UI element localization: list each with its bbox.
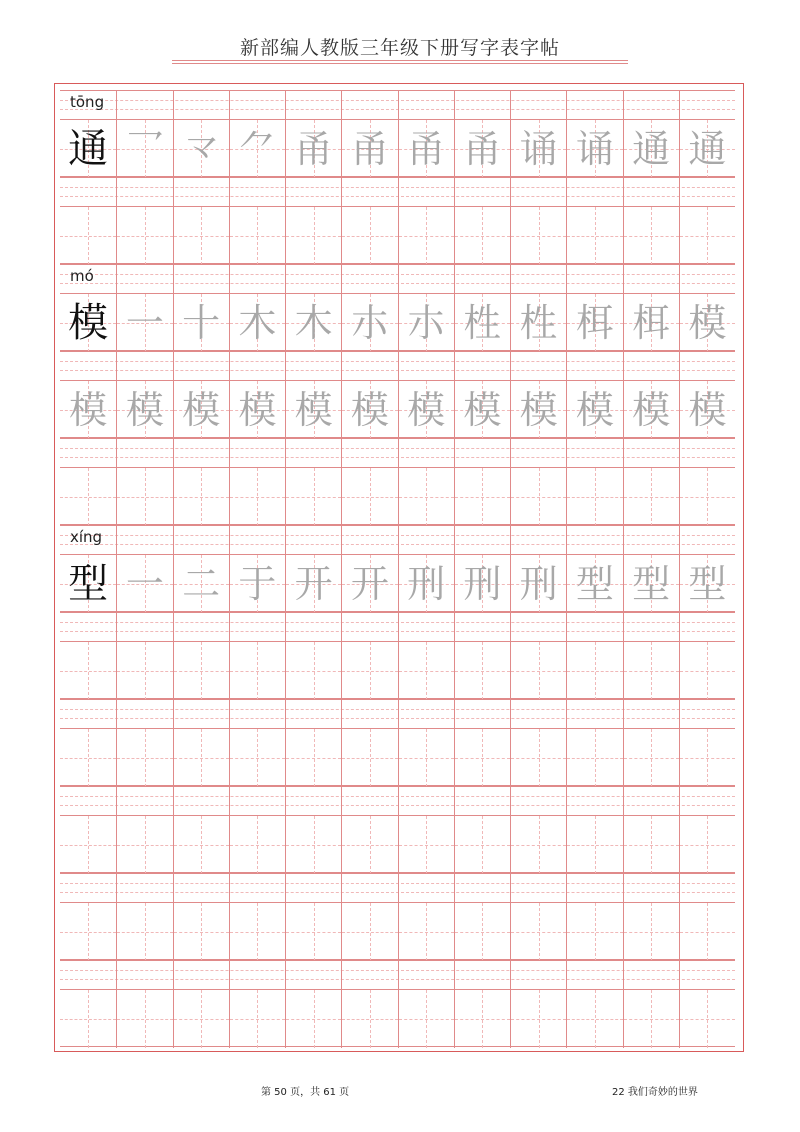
character-cell (454, 294, 510, 352)
blank-practice-cell (60, 903, 116, 961)
blank-practice-cell (60, 642, 116, 700)
character-row-3-blank (60, 815, 735, 873)
blank-practice-cell (173, 642, 229, 700)
stroke-trace-character: 模 (407, 388, 446, 432)
stroke-trace-character: 模 (69, 388, 108, 432)
stroke-trace-character: 模 (463, 388, 502, 432)
character-row-3-blank (60, 902, 735, 960)
stroke-trace-character: 诵 (575, 127, 614, 171)
blank-practice-cell (454, 729, 510, 787)
stroke-trace-character: 栮 (575, 301, 614, 345)
stroke-trace-character: 通 (632, 127, 671, 171)
blank-practice-cell (116, 729, 172, 787)
character-row-1-strokes (60, 119, 735, 177)
character-cell (60, 294, 116, 352)
character-cell (510, 381, 566, 439)
blank-practice-cell (229, 468, 285, 526)
blank-practice-cell (623, 729, 679, 787)
pinyin-band-3-blank (60, 873, 735, 902)
character-cell (229, 555, 285, 613)
pinyin-band-2 (60, 264, 735, 293)
blank-practice-cell (341, 729, 397, 787)
blank-practice-cell (679, 642, 735, 700)
character-cell (60, 381, 116, 439)
character-cell (60, 555, 116, 613)
character-cell (341, 381, 397, 439)
character-cell (679, 120, 735, 178)
pinyin-band-3 (60, 525, 735, 554)
page-number: 第 50 页，共 61 页 (261, 1087, 350, 1098)
character-cell (510, 294, 566, 352)
blank-practice-cell (285, 990, 341, 1048)
blank-practice-cell (566, 468, 622, 526)
blank-practice-cell (229, 642, 285, 700)
blank-practice-cell (341, 207, 397, 265)
character-cell (341, 555, 397, 613)
blank-practice-cell (623, 642, 679, 700)
blank-practice-cell (285, 207, 341, 265)
character-cell (454, 381, 510, 439)
model-character: 通 (68, 126, 109, 172)
character-cell (173, 120, 229, 178)
blank-practice-cell (510, 729, 566, 787)
character-row-2-strokes (60, 293, 735, 351)
stroke-trace-character: 开 (294, 562, 333, 606)
character-cell (510, 555, 566, 613)
stroke-trace-character: 模 (632, 388, 671, 432)
stroke-trace-character: 模 (575, 388, 614, 432)
blank-practice-cell (454, 816, 510, 874)
blank-practice-cell (60, 990, 116, 1048)
stroke-trace-character: 开 (350, 562, 389, 606)
blank-practice-cell (229, 729, 285, 787)
stroke-trace-character: 木 (294, 301, 333, 345)
pinyin-label: mó (70, 267, 94, 285)
blank-practice-cell (398, 816, 454, 874)
stroke-trace-character: 十 (182, 301, 221, 345)
blank-practice-cell (285, 816, 341, 874)
title-rule-bottom (172, 63, 628, 64)
character-cell (229, 120, 285, 178)
blank-practice-cell (285, 729, 341, 787)
stroke-trace-character: 模 (238, 388, 277, 432)
blank-practice-cell (454, 990, 510, 1048)
stroke-trace-character: 甬 (350, 127, 389, 171)
character-row-3-blank (60, 641, 735, 699)
pinyin-band-1 (60, 90, 735, 119)
character-cell (173, 294, 229, 352)
blank-practice-cell (173, 729, 229, 787)
blank-practice-cell (398, 729, 454, 787)
character-row-2-trace (60, 380, 735, 438)
stroke-trace-character: ⺈ (238, 127, 277, 171)
stroke-trace-character: 模 (519, 388, 558, 432)
character-cell (454, 555, 510, 613)
stroke-trace-character: 于 (238, 562, 277, 606)
blank-practice-cell (679, 468, 735, 526)
stroke-trace-character: 栍 (519, 301, 558, 345)
character-cell (398, 555, 454, 613)
character-cell (623, 555, 679, 613)
character-cell (116, 294, 172, 352)
blank-practice-cell (398, 642, 454, 700)
blank-practice-cell (285, 642, 341, 700)
stroke-trace-character: 型 (688, 562, 727, 606)
stroke-trace-character: 栍 (463, 301, 502, 345)
character-cell (623, 294, 679, 352)
character-cell (341, 120, 397, 178)
blank-practice-cell (510, 468, 566, 526)
character-cell (229, 294, 285, 352)
stroke-trace-character: 乛 (125, 127, 164, 171)
stroke-trace-character: 栮 (632, 301, 671, 345)
character-row-3-blank (60, 989, 735, 1047)
character-cell (566, 120, 622, 178)
character-cell (398, 381, 454, 439)
stroke-trace-character: 木 (238, 301, 277, 345)
pinyin-label: tōng (70, 93, 105, 111)
pinyin-band-2-trace (60, 351, 735, 380)
blank-practice-cell (341, 642, 397, 700)
character-cell (285, 294, 341, 352)
stroke-trace-character: 诵 (519, 127, 558, 171)
stroke-trace-character: 刑 (519, 562, 558, 606)
blank-practice-cell (566, 207, 622, 265)
character-cell (285, 120, 341, 178)
stroke-trace-character: 甬 (463, 127, 502, 171)
character-cell (510, 120, 566, 178)
character-cell (116, 381, 172, 439)
blank-practice-cell (229, 816, 285, 874)
stroke-trace-character: 一 (125, 301, 164, 345)
blank-practice-cell (679, 207, 735, 265)
blank-practice-cell (454, 468, 510, 526)
character-cell (60, 120, 116, 178)
stroke-trace-character: 模 (125, 388, 164, 432)
blank-practice-cell (173, 990, 229, 1048)
character-cell (398, 120, 454, 178)
blank-practice-cell (398, 207, 454, 265)
blank-practice-cell (510, 903, 566, 961)
character-cell (341, 294, 397, 352)
character-row-1-blank (60, 206, 735, 264)
stroke-trace-character: 模 (182, 388, 221, 432)
character-cell (398, 294, 454, 352)
blank-practice-cell (566, 642, 622, 700)
stroke-trace-character: 龴 (182, 127, 221, 171)
stroke-trace-character: 朩 (407, 301, 446, 345)
character-row-2-blank (60, 467, 735, 525)
character-cell (229, 381, 285, 439)
blank-practice-cell (623, 990, 679, 1048)
blank-practice-cell (679, 729, 735, 787)
blank-practice-cell (116, 468, 172, 526)
stroke-trace-character: 一 (125, 562, 164, 606)
pinyin-band-3-blank (60, 960, 735, 989)
blank-practice-cell (623, 207, 679, 265)
blank-practice-cell (398, 990, 454, 1048)
pinyin-band-3-blank (60, 786, 735, 815)
pinyin-label: xíng (70, 528, 103, 546)
blank-practice-cell (566, 816, 622, 874)
model-character: 型 (68, 561, 109, 607)
stroke-trace-character: 二 (182, 562, 221, 606)
blank-practice-cell (341, 990, 397, 1048)
stroke-trace-character: 朩 (350, 301, 389, 345)
character-cell (623, 381, 679, 439)
blank-practice-cell (229, 990, 285, 1048)
blank-practice-cell (116, 903, 172, 961)
blank-practice-cell (398, 468, 454, 526)
blank-practice-cell (173, 468, 229, 526)
page-title: 新部编人教版三年级下册写字表字帖 (239, 37, 560, 59)
blank-practice-cell (285, 468, 341, 526)
blank-practice-cell (510, 207, 566, 265)
character-cell (285, 381, 341, 439)
blank-practice-cell (229, 903, 285, 961)
blank-practice-cell (566, 729, 622, 787)
character-row-3-strokes (60, 554, 735, 612)
blank-practice-cell (679, 903, 735, 961)
blank-practice-cell (285, 903, 341, 961)
blank-practice-cell (623, 468, 679, 526)
blank-practice-cell (454, 207, 510, 265)
blank-practice-cell (341, 468, 397, 526)
blank-practice-cell (510, 642, 566, 700)
character-cell (566, 555, 622, 613)
pinyin-band-1-blank (60, 177, 735, 206)
blank-practice-cell (454, 903, 510, 961)
blank-practice-cell (173, 207, 229, 265)
stroke-trace-character: 型 (575, 562, 614, 606)
character-cell (566, 381, 622, 439)
blank-practice-cell (116, 816, 172, 874)
blank-practice-cell (566, 990, 622, 1048)
character-cell (566, 294, 622, 352)
character-cell (116, 555, 172, 613)
blank-practice-cell (60, 729, 116, 787)
blank-practice-cell (398, 903, 454, 961)
blank-practice-cell (60, 468, 116, 526)
pinyin-band-3-blank (60, 612, 735, 641)
character-cell (679, 381, 735, 439)
blank-practice-cell (510, 816, 566, 874)
character-row-3-blank (60, 728, 735, 786)
blank-practice-cell (566, 903, 622, 961)
blank-practice-cell (454, 642, 510, 700)
blank-practice-cell (173, 816, 229, 874)
character-cell (173, 555, 229, 613)
stroke-trace-character: 甬 (407, 127, 446, 171)
character-cell (623, 120, 679, 178)
blank-practice-cell (341, 903, 397, 961)
blank-practice-cell (623, 903, 679, 961)
stroke-trace-character: 甬 (294, 127, 333, 171)
blank-practice-cell (116, 207, 172, 265)
stroke-trace-character: 刑 (407, 562, 446, 606)
blank-practice-cell (679, 816, 735, 874)
stroke-trace-character: 型 (632, 562, 671, 606)
stroke-trace-character: 模 (294, 388, 333, 432)
pinyin-band-3-blank (60, 699, 735, 728)
blank-practice-cell (173, 903, 229, 961)
character-cell (679, 294, 735, 352)
model-character: 模 (68, 300, 109, 346)
blank-practice-cell (60, 207, 116, 265)
title-rule-top (172, 60, 628, 61)
blank-practice-cell (679, 990, 735, 1048)
blank-practice-cell (341, 816, 397, 874)
character-cell (173, 381, 229, 439)
stroke-trace-character: 通 (688, 127, 727, 171)
blank-practice-cell (116, 990, 172, 1048)
stroke-trace-character: 刑 (463, 562, 502, 606)
blank-practice-cell (510, 990, 566, 1048)
character-cell (116, 120, 172, 178)
blank-practice-cell (60, 816, 116, 874)
blank-practice-cell (116, 642, 172, 700)
stroke-trace-character: 模 (350, 388, 389, 432)
pinyin-band-2-blank (60, 438, 735, 467)
blank-practice-cell (229, 207, 285, 265)
stroke-trace-character: 模 (688, 301, 727, 345)
character-cell (454, 120, 510, 178)
stroke-trace-character: 模 (688, 388, 727, 432)
character-cell (679, 555, 735, 613)
blank-practice-cell (623, 816, 679, 874)
writing-grid (60, 90, 735, 1046)
lesson-label: 22 我们奇妙的世界 (612, 1087, 698, 1098)
character-cell (285, 555, 341, 613)
